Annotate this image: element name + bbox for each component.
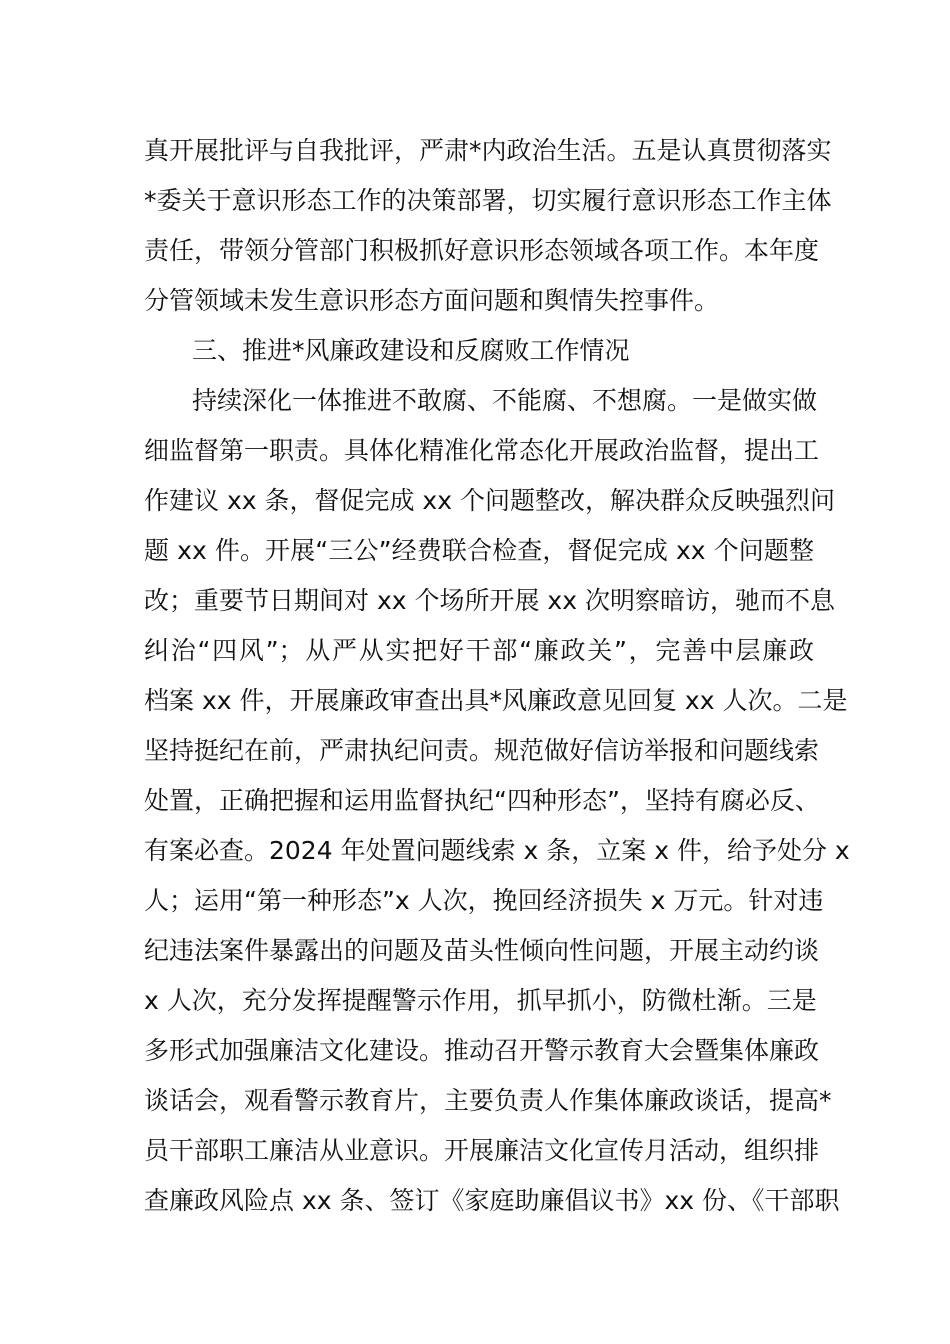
text-line: 员干部职工廉洁从业意识。开展廉洁文化宣传月活动，组织排	[144, 1136, 820, 1165]
body-text	[144, 126, 850, 1226]
text-line: 真开展批评与自我批评，严肃*内政治生活。五是认真贯彻落实	[144, 136, 832, 165]
text-line: 分管领域未发生意识形态方面问题和舆情失控事件。	[144, 286, 720, 315]
section-heading: 三、推进*风廉政建设和反腐败工作情况	[192, 336, 630, 365]
text-line: 改；重要节日期间对 xx 个场所开展 xx 次明察暗访，驰而不息	[144, 586, 835, 615]
text-line: *委关于意识形态工作的决策部署，切实履行意识形态工作主体	[144, 186, 832, 215]
text-line: 谈话会，观看警示教育片，主要负责人作集体廉政谈话，提高*	[144, 1086, 832, 1115]
text-line: x 人次，充分发挥提醒警示作用，抓早抓小，防微杜渐。三是	[144, 986, 817, 1015]
text-line: 细监督第一职责。具体化精准化常态化开展政治监督，提出工	[144, 436, 820, 465]
text-line: 处置，正确把握和运用监督执纪“四种形态”，坚持有腐必反、	[144, 786, 820, 815]
text-line: 多形式加强廉洁文化建设。推动召开警示教育大会暨集体廉政	[144, 1036, 820, 1065]
text-line: 责任，带领分管部门积极抓好意识形态领域各项工作。本年度	[144, 236, 820, 265]
text-line: 查廉政风险点 xx 条、签订《家庭助廉倡议书》xx 份、《干部职	[144, 1186, 840, 1215]
text-line: 档案 xx 件，开展廉政审查出具*风廉政意见回复 xx 人次。二是	[144, 686, 848, 715]
text-line: 坚持挺纪在前，严肃执纪问责。规范做好信访举报和问题线索	[144, 736, 820, 765]
text-line: 有案必查。2024 年处置问题线索 x 条，立案 x 件，给予处分 x	[144, 836, 850, 865]
paragraph-first-line: 持续深化一体推进不敢腐、不能腐、不想腐。一是做实做	[192, 386, 818, 415]
text-line: 纪违法案件暴露出的问题及苗头性倾向性问题，开展主动约谈	[144, 936, 820, 965]
text-line: 人；运用“第一种形态”x 人次，挽回经济损失 x 万元。针对违	[144, 886, 824, 915]
text-line: 纠治“四风”；从严从实把好干部“廉政关”，完善中层廉政	[144, 636, 814, 665]
text-line: 作建议 xx 条，督促完成 xx 个问题整改，解决群众反映强烈问	[144, 486, 835, 515]
text-line: 题 xx 件。开展“三公”经费联合检查，督促完成 xx 个问题整	[144, 536, 814, 565]
